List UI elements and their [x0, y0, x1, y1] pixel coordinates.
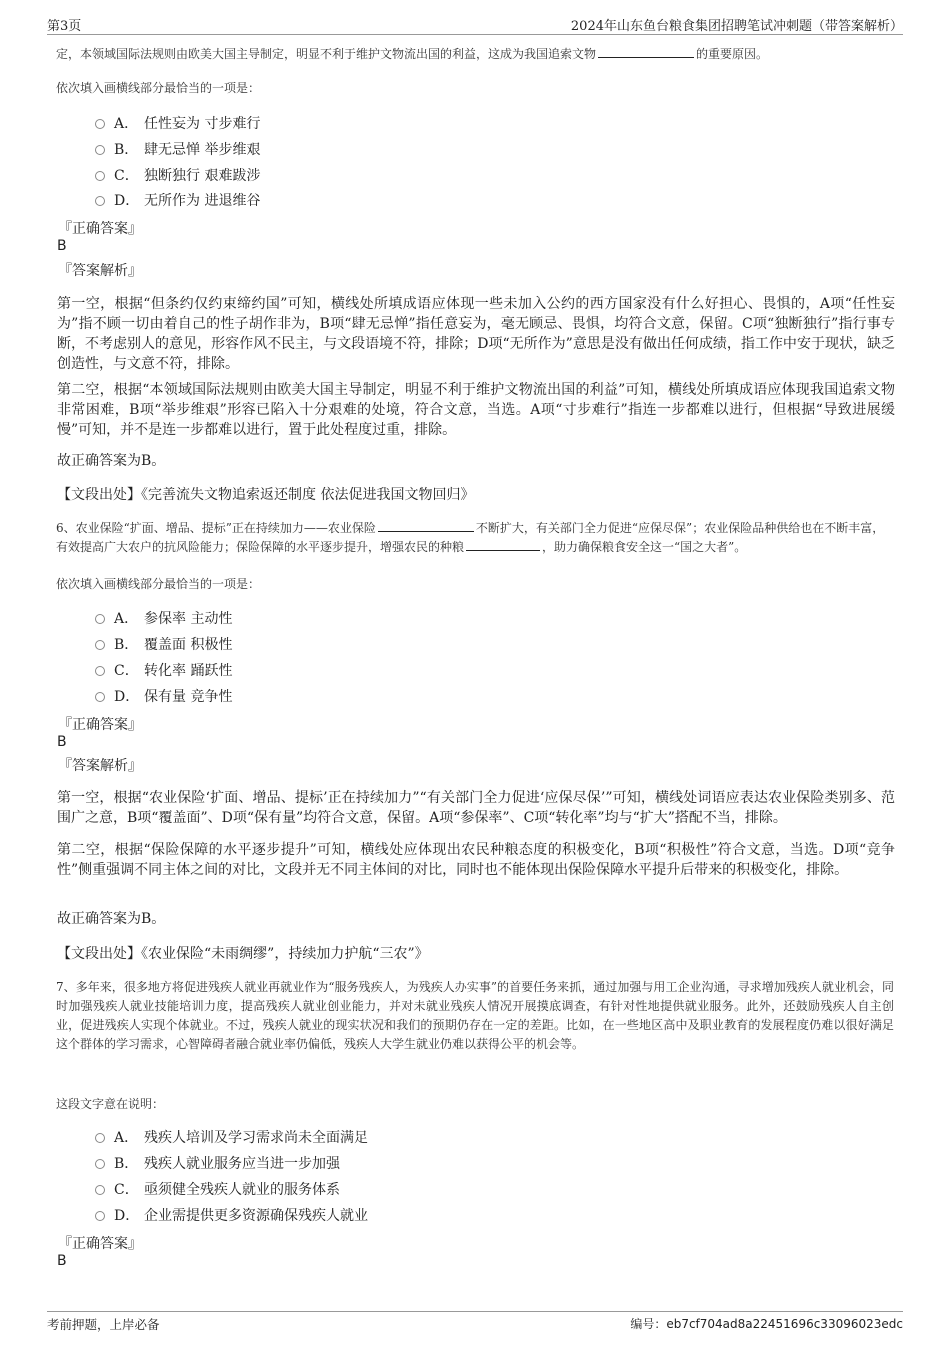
- q7-answer: B: [57, 1253, 67, 1269]
- q5-stem: 定，本领域国际法规则由欧美大国主导制定，明显不利于维护文物流出国的利益，这成为我国追索文物 的重要原因。: [56, 47, 769, 61]
- q5-option-b[interactable]: B． 肆无忌惮 举步维艰: [95, 140, 260, 160]
- page-number: 第3页: [47, 19, 82, 34]
- q5-option-d[interactable]: D． 无所作为 进退维谷: [95, 191, 260, 211]
- q6-option-b[interactable]: B． 覆盖面 积极性: [95, 635, 232, 655]
- q5-analysis-paragraph: 第一空，根据“但条约仅约束缔约国”可知，横线处所填成语应体现一些未加入公约的西方国家没有什么好担心、畏惧的，A项“任性妄为”指不顾一切由着自己的性子胡作非为，B项“肆无忌惮”指任意妄为，毫无顾忌、畏惧，均符合文意，保留。C项“独断独行”指行事专断，不考虑别人的意见，形容作风不民主，与文段语境不符，排除；D项“无所作为”意思是没有做出任何成绩，指工作中安于现状，缺乏创造性，与文意不符，排除。: [57, 296, 895, 372]
- q5-option-a[interactable]: A． 任性妄为 寸步难行: [95, 114, 260, 134]
- q6-prompt: 依次填入画横线部分最恰当的一项是：: [56, 577, 261, 591]
- q7-stem: 7、多年来，很多地方将促进残疾人就业再就业作为“服务残疾人，为残疾人办实事”的首要任务来抓，通过加强与用工企业沟通，寻求增加残疾人就业机会，同时加强残疾人就业技能培训力度，提高残疾人就业创业能力，并对未就业残疾人情况开展摸底调查，有针对性地提供就业服务。此外，还鼓励残疾人自主创业，促进残疾人实现个体就业。不过，残疾人就业的现实状况和我们的预期仍存在一定的差距。比如，在一些地区高中及职业教育的发展程度仍难以很好满足这个群体的学习需求，心智障碍者融合就业率仍偏低，残疾人大学生就业仍难以获得公平的机会等。: [56, 980, 894, 1051]
- q5-prompt: 依次填入画横线部分最恰当的一项是：: [56, 81, 261, 95]
- q5-source: 【文段出处】《完善流失文物追索返还制度 依法促进我国文物回归》: [57, 487, 475, 503]
- q5-option-c[interactable]: C． 独断独行 艰难跋涉: [95, 166, 260, 186]
- q5-analysis-paragraph: 第二空，根据“本领域国际法规则由欧美大国主导制定，明显不利于维护文物流出国的利益”可知，横线处所填成语应体现我国追索文物非常困难，B项“举步维艰”形容已陷入十分艰难的处境，符合文意，当选。A项“寸步难行”指连一步都难以进行，但根据“导致进展缓慢”可知，并不是连一步都难以进行，置于此处程度过重，排除。: [57, 382, 895, 438]
- q7-answer-label: 『正确答案』: [58, 1236, 142, 1252]
- q6-stem: 6、农业保险“扩面、增品、提标”正在持续加力——农业保险 不断扩大，有关部门全力促进“应保尽保”；农业保险品种供给也在不断丰富，有效提高广大农户的抗风险能力；保险保障的水平逐步提升，增强农民的种粮 ，助力确保粮食安全这一“国之大者”。: [56, 521, 885, 554]
- q6-option-d[interactable]: D． 保有量 竞争性: [95, 687, 232, 707]
- fill-blank: [466, 538, 540, 551]
- q7-prompt: 这段文字意在说明：: [56, 1097, 165, 1111]
- radio-icon[interactable]: [95, 666, 105, 676]
- q6-answer-label: 『正确答案』: [58, 717, 142, 733]
- footer-slogan: 考前押题，上岸必备: [47, 1317, 160, 1332]
- q5-answer-label: 『正确答案』: [58, 221, 142, 237]
- document-code: 编号：eb7cf704ad8a22451696c33096023edc: [630, 1317, 903, 1331]
- radio-icon[interactable]: [95, 692, 105, 702]
- radio-icon[interactable]: [95, 145, 105, 155]
- radio-icon[interactable]: [95, 1211, 105, 1221]
- q6-analysis-paragraph: 第一空，根据“农业保险‘扩面、增品、提标’正在持续加力”“有关部门全力促进‘应保尽保’”可知，横线处词语应表达农业保险类别多、范围广之意，B项“覆盖面”、D项“保有量”均符合文意，保留。A项“参保率”、C项“转化率”均与“扩大”搭配不当，排除。: [57, 790, 895, 826]
- fill-blank: [378, 519, 474, 532]
- q6-source: 【文段出处】《农业保险“未雨绸缪”，持续加力护航“三农”》: [57, 946, 429, 962]
- radio-icon[interactable]: [95, 614, 105, 624]
- radio-icon[interactable]: [95, 1185, 105, 1195]
- q7-option-d[interactable]: D． 企业需提供更多资源确保残疾人就业: [95, 1206, 368, 1226]
- q5-conclusion: 故正确答案为B。: [57, 453, 166, 469]
- radio-icon[interactable]: [95, 1133, 105, 1143]
- page-footer: [47, 1311, 903, 1335]
- radio-icon[interactable]: [95, 196, 105, 206]
- q5-analysis-label: 『答案解析』: [58, 263, 142, 279]
- document-title: 2024年山东鱼台粮食集团招聘笔试冲刺题（带答案解析）: [570, 19, 903, 34]
- q7-option-c[interactable]: C． 亟须健全残疾人就业的服务体系: [95, 1180, 340, 1200]
- radio-icon[interactable]: [95, 1159, 105, 1169]
- radio-icon[interactable]: [95, 119, 105, 129]
- q5-answer: B: [57, 238, 67, 254]
- q6-option-a[interactable]: A． 参保率 主动性: [95, 609, 232, 629]
- page-header: [47, 14, 903, 35]
- radio-icon[interactable]: [95, 171, 105, 181]
- q6-answer: B: [57, 734, 67, 750]
- q6-conclusion: 故正确答案为B。: [57, 911, 166, 927]
- q6-analysis-label: 『答案解析』: [58, 758, 142, 774]
- q7-option-a[interactable]: A． 残疾人培训及学习需求尚未全面满足: [95, 1128, 368, 1148]
- fill-blank: [598, 45, 694, 58]
- q6-option-c[interactable]: C． 转化率 踊跃性: [95, 661, 232, 681]
- radio-icon[interactable]: [95, 640, 105, 650]
- q6-analysis-paragraph: 第二空，根据“保险保障的水平逐步提升”可知，横线处应体现出农民种粮态度的积极变化，B项“积极性”符合文意，当选。D项“竞争性”侧重强调不同主体之间的对比，文段并无不同主体间的对比，同时也不能体现出保险保障水平提升后带来的积极变化，排除。: [57, 842, 895, 878]
- q7-option-b[interactable]: B． 残疾人就业服务应当进一步加强: [95, 1154, 340, 1174]
